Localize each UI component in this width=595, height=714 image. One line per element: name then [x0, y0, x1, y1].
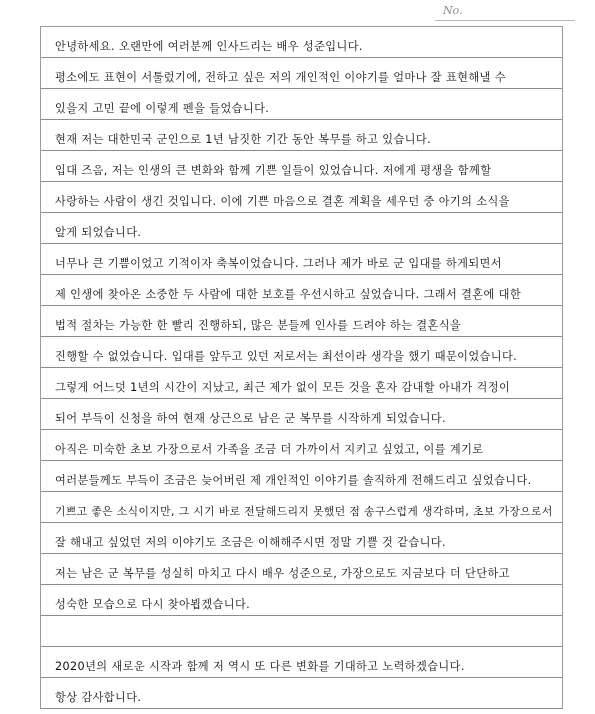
letter-line: 잘 해내고 싶었던 저의 이야기도 조금은 이해해주시면 정말 기쁠 것 같습니다.: [55, 536, 446, 549]
ruled-line: [41, 213, 562, 244]
ruled-line: [41, 120, 562, 151]
letter-line: 현재 저는 대한민국 군인으로 1년 남짓한 기간 동안 복무를 하고 있습니다.: [55, 133, 432, 146]
letter-line: 사랑하는 사람이 생긴 것입니다. 이에 기쁜 마음으로 결혼 계획을 세우던 중 아기의 소식을: [55, 195, 510, 208]
letter-line: 제 인생에 찾아온 소중한 두 사람에 대한 보호를 우선시하고 싶었습니다. 그래서 결혼에 대한: [55, 288, 522, 301]
ruled-line: [41, 678, 562, 709]
letter-line: 안녕하세요. 오랜만에 여러분께 인사드리는 배우 성준입니다.: [55, 40, 363, 53]
letter-line: 알게 되었습니다.: [55, 226, 142, 239]
ruled-line: [41, 182, 562, 213]
letter-line: 진행할 수 없었습니다. 입대를 앞두고 있던 저로서는 최선이라 생각을 했기 때문이었습니다.: [55, 350, 518, 363]
number-label: No.: [443, 4, 463, 17]
ruled-line: [41, 430, 562, 461]
letter-line: 있을지 고민 끝에 이렇게 펜을 들었습니다.: [55, 102, 270, 115]
ruled-line: [41, 244, 562, 275]
letter-line: 2020년의 새로운 시작과 함께 저 역시 또 다른 변화를 기대하고 노력하겠습니다.: [55, 660, 465, 673]
letter-body: [41, 27, 562, 709]
ruled-line: [41, 306, 562, 337]
ruled-line: [41, 492, 562, 523]
ruled-line: [41, 368, 562, 399]
ruled-line: [41, 461, 562, 492]
letter-line: 법적 절차는 가능한 한 빨리 진행하되, 많은 분들께 인사를 드려야 하는 결혼식을: [55, 319, 462, 332]
letter-line: 성숙한 모습으로 다시 찾아뵙겠습니다.: [55, 598, 251, 611]
letter-line: 너무나 큰 기쁨이었고 기적이자 축복이었습니다. 그러나 제가 바로 군 입대를 하게되면서: [55, 257, 502, 270]
number-field: [435, 4, 575, 21]
letter-line: 입대 즈음, 저는 인생의 큰 변화와 함께 기쁜 일들이 있었습니다. 저에게 평생을 함께할: [55, 164, 492, 177]
ruled-line: [41, 89, 562, 120]
letter-line: 여러분들께도 부득이 조금은 늦어버린 제 개인적인 이야기를 솔직하게 전해드리고 싶었습니다.: [55, 474, 532, 487]
ruled-line: [41, 337, 562, 368]
ruled-line: [41, 275, 562, 306]
letter-line: 기쁘고 좋은 소식이지만, 그 시기 바로 전달해드리지 못했던 점 송구스럽게 생각하며, 초보 가장으로서: [55, 505, 553, 518]
letter-line: 항상 감사합니다.: [55, 691, 142, 704]
letter-line: 되어 부득이 신청을 하여 현재 상근으로 남은 군 복무를 시작하게 되었습니다.: [55, 412, 446, 425]
ruled-line: [41, 616, 562, 647]
ruled-line: [41, 647, 562, 678]
ruled-line: [41, 399, 562, 430]
ruled-line: [41, 27, 562, 58]
letter-line: 평소에도 표현이 서툴렀기에, 전하고 싶은 저의 개인적인 이야기를 얼마나 잘 표현해낼 수: [55, 71, 506, 84]
letter-line: 저는 남은 군 복무를 성실히 마치고 다시 배우 성준으로, 가장으로도 지금보다 더 단단하고: [55, 567, 510, 580]
ruled-line: [41, 523, 562, 554]
ruled-line: [41, 151, 562, 182]
letter-line: 그렇게 어느덧 1년의 시간이 지났고, 최근 제가 없이 모든 것을 혼자 감내할 아내가 걱정이: [55, 381, 511, 394]
ruled-line: [41, 58, 562, 89]
ruled-line: [41, 585, 562, 616]
ruled-line: [41, 554, 562, 585]
letter-line: 아직은 미숙한 초보 가장으로서 가족을 조금 더 가까이서 지키고 싶었고, 이를 계기로: [55, 443, 484, 456]
